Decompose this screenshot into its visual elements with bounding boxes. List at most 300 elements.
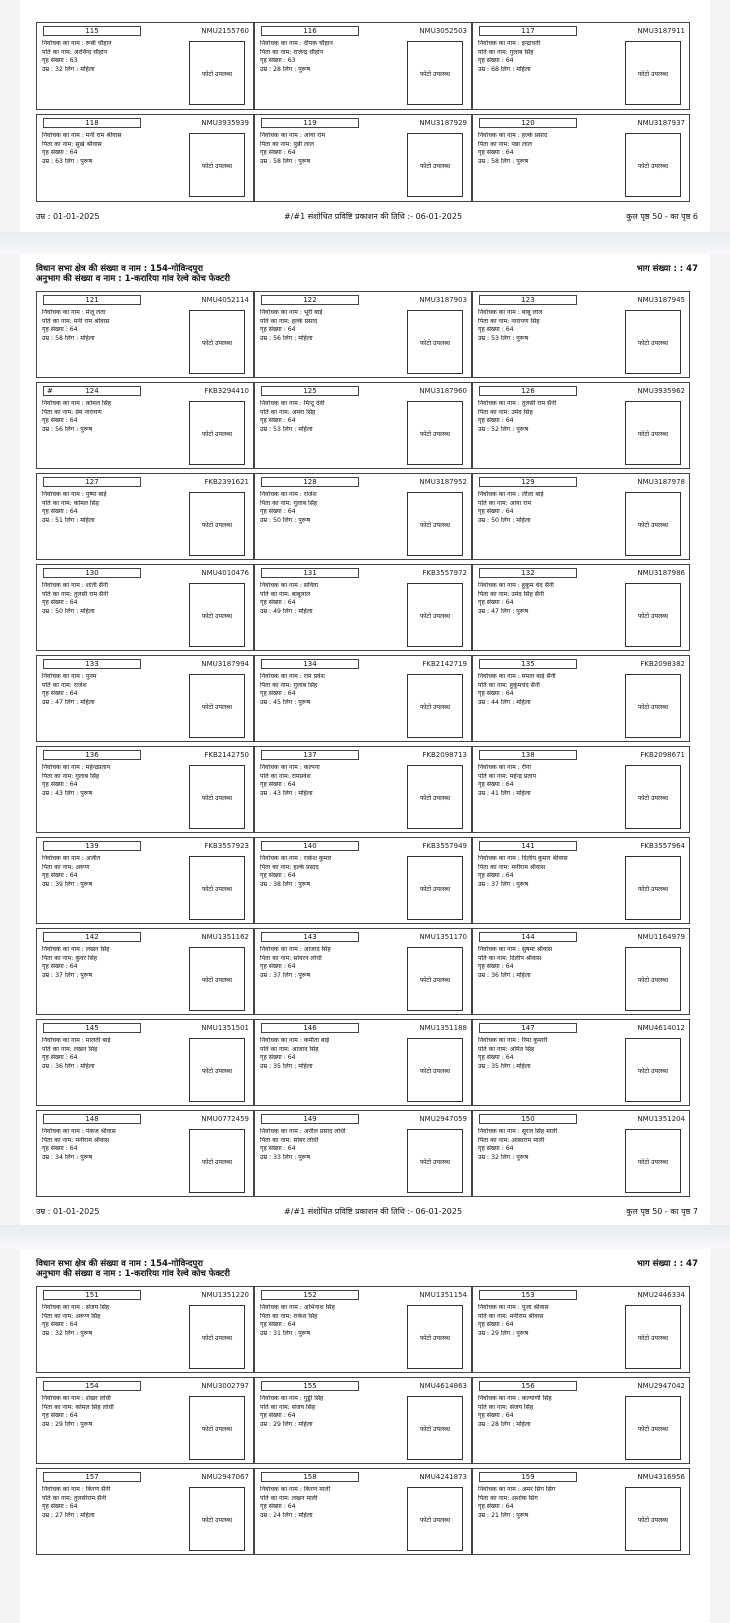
photo-placeholder: फोटो उपलब्ध [407,856,463,920]
voter-details [478,1304,618,1338]
footer-page-number: कुल पृष्ठ 50 - का पृष्ठ 7 [626,1207,698,1216]
age-gender: उम्र : 27 लिंग : महिला [42,1511,95,1519]
age-gender: उम्र : 21 लिंग : पुरूष [478,1511,529,1519]
house-number: गृह संख्या : 64 [42,508,78,516]
age-gender: उम्र : 33 लिंग : पुरूष [260,1153,311,1161]
age-gender: उम्र : 24 लिंग : महिला [260,1511,313,1519]
age-gender: उम्र : 50 लिंग : पुरूष [260,516,311,524]
serial-number-box [261,1023,359,1033]
photo-placeholder: फोटो उपलब्ध [189,1396,245,1460]
voter-details [478,1037,618,1071]
house-number: गृह संख्या : 64 [260,1412,296,1420]
house-number: गृह संख्या : 64 [42,326,78,334]
house-number: गृह संख्या : 64 [260,149,296,157]
epic-number: NMU4614863 [419,1382,467,1390]
photo-placeholder: फोटो उपलब्ध [189,1487,245,1551]
serial-number-box [479,477,577,487]
serial-number: 128 [303,478,317,486]
photo-placeholder: फोटो उपलब्ध [407,401,463,465]
relative-name: पिता का नाम: अरूण [42,863,90,871]
house-number: गृह संख्या : 64 [478,1054,514,1062]
serial-number: 146 [303,1024,317,1032]
epic-number: NMU3187978 [637,478,685,486]
serial-number-box [261,841,359,851]
voter-card [472,564,690,651]
epic-number: NMU3187952 [419,478,467,486]
photo-placeholder: फोटो उपलब्ध [407,133,463,197]
epic-number: FKB2098671 [640,751,685,759]
voter-name: निर्वाचक का नाम : किरण सैनी [42,1486,111,1493]
voter-name: निर्वाचक का नाम : मिन्टू देवी [260,400,325,407]
house-number: गृह संख्या : 64 [260,1145,296,1153]
age-gender: उम्र : 50 लिंग : महिला [42,607,95,615]
epic-number: NMU3187960 [419,387,467,395]
voter-name: निर्वाचक का नाम : लखन सिंह [42,946,110,953]
serial-number: 137 [303,751,317,759]
serial-number-box [479,932,577,942]
voter-details [42,1395,182,1429]
voter-card [472,473,690,560]
epic-number: NMU3187986 [637,569,685,577]
house-number: गृह संख्या : 64 [478,690,514,698]
epic-number: FKB3294410 [204,387,249,395]
epic-number: FKB2142719 [422,660,467,668]
epic-number: NMU1351170 [419,933,467,941]
relative-name: पिता का नाम: आसाराम माली [478,1136,545,1144]
voter-card [254,473,472,560]
voter-name: निर्वाचक का नाम : अजीत [42,855,101,862]
relative-name: पति का नाम: तुलसी राम सैनी [42,590,109,598]
house-number: गृह संख्या : 64 [42,963,78,971]
epic-number: FKB2098382 [640,660,685,668]
voter-card [36,473,254,560]
voter-details [42,1486,182,1520]
epic-number: FKB2098713 [422,751,467,759]
house-number: गृह संख्या : 64 [260,508,296,516]
voter-name: निर्वाचक का नाम : सुषमा श्रीवास [478,946,553,953]
page-gap [0,232,730,254]
serial-number: 127 [85,478,99,486]
age-gender: उम्र : 32 लिंग : महिला [42,65,95,73]
epic-number: FKB3557949 [422,842,467,850]
house-number: गृह संख्या : 64 [478,417,514,425]
house-number: गृह संख्या : 64 [478,1503,514,1511]
serial-number: 148 [85,1115,99,1123]
voter-name: निर्वाचक का नाम : अमर सिंग सिंग [478,1486,556,1493]
house-number: गृह संख्या : 64 [42,1054,78,1062]
voter-card [472,655,690,742]
revision-mark: # [47,387,53,395]
serial-number-box [261,477,359,487]
serial-number-box [43,1381,141,1391]
voter-details [260,582,400,616]
voter-details [478,946,618,980]
photo-placeholder: फोटो उपलब्ध [189,1129,245,1193]
serial-number: 157 [85,1473,99,1481]
voter-card [472,1019,690,1106]
epic-number: NMU1351162 [201,933,249,941]
voter-details [478,491,618,525]
relative-name: पति का नाम: दिलीप श्रीवास [478,954,542,962]
photo-placeholder: फोटो उपलब्ध [625,1038,681,1102]
house-number: गृह संख्या : 64 [478,1412,514,1420]
relative-name: पति का नाम: आया राम [478,499,532,507]
serial-number-box [261,386,359,396]
serial-number-box [43,386,141,396]
voter-details [478,855,618,889]
serial-number: 153 [521,1291,535,1299]
voter-details [42,673,182,707]
house-number: गृह संख्या : 64 [478,599,514,607]
age-gender: उम्र : 47 लिंग : पुरूष [478,607,529,615]
house-number: गृह संख्या : 64 [260,1321,296,1329]
serial-number-box [43,26,141,36]
serial-number: 119 [303,119,317,127]
serial-number: 130 [85,569,99,577]
photo-placeholder: फोटो उपलब्ध [407,765,463,829]
voter-details [478,673,618,707]
serial-number: 120 [521,119,535,127]
serial-number-box [479,841,577,851]
serial-number: 147 [521,1024,535,1032]
photo-placeholder: फोटो उपलब्ध [407,1396,463,1460]
epic-number: NMU1351188 [419,1024,467,1032]
photo-placeholder: फोटो उपलब्ध [625,1487,681,1551]
voter-details [260,1486,400,1520]
serial-number: 134 [303,660,317,668]
voter-name: निर्वाचक का नाम : दिलीप कुमार श्रीवास [478,855,568,862]
age-gender: उम्र : 28 लिंग : पुरूष [260,65,311,73]
epic-number: NMU2947067 [201,1473,249,1481]
age-gender: उम्र : 47 लिंग : महिला [42,698,95,706]
voter-name: निर्वाचक का नाम : राम प्रवेश [260,673,325,680]
relative-name: पति का नाम: लखन माली [260,1494,318,1502]
serial-number-box [43,750,141,760]
serial-number-box [261,1472,359,1482]
voter-details [260,673,400,707]
relative-name: पिता का नाम: उमेद सिंह [478,408,533,416]
voter-card [254,655,472,742]
epic-number: NMU3935962 [637,387,685,395]
photo-placeholder: फोटो उपलब्ध [189,401,245,465]
voter-details [478,132,618,166]
voter-name: निर्वाचक का नाम : बाबू लाल [478,309,543,316]
voter-card [254,1110,472,1197]
relative-name: पिता का नाम: राकेश सिंह [260,1312,318,1320]
photo-placeholder: फोटो उपलब्ध [407,1305,463,1369]
relative-name: पिता का नाम: मनीराम श्रीवास [42,1136,110,1144]
serial-number: 115 [85,27,99,35]
voter-name: निर्वाचक का नाम : राकेश कुमार [260,855,332,862]
serial-number: 121 [85,296,99,304]
relative-name: पति का नाम: संजय सिंह [478,1403,534,1411]
serial-number-box [479,750,577,760]
epic-number: NMU0772459 [201,1115,249,1123]
voter-name: निर्वाचक का नाम : पूजा श्रीवास [478,1304,549,1311]
footer-publication: #/#1 संशोधित प्रविष्टि प्रकाशन की तिथि :- 06-01-2025 [284,1207,463,1216]
photo-placeholder: फोटो उपलब्ध [625,401,681,465]
relative-name: पति का नाम: रामप्रवेश [260,772,311,780]
voter-name: निर्वाचक का नाम : सूरज सिंह माली [478,1128,558,1135]
epic-number: NMU1351220 [201,1291,249,1299]
house-number: गृह संख्या : 64 [478,149,514,157]
serial-number-box [261,659,359,669]
serial-number-box [261,118,359,128]
relative-name: पति का नाम: हल्के प्रसाद [260,317,318,325]
voter-details [478,1395,618,1429]
age-gender: उम्र : 41 लिंग : महिला [478,789,531,797]
relative-name: पिता का नाम: पुन्नी लाल [260,140,314,148]
serial-number-box [43,1023,141,1033]
house-number: गृह संख्या : 64 [260,690,296,698]
epic-number: NMU4614012 [637,1024,685,1032]
relative-name: पिता का नाम: सोबर लोधी [260,1136,319,1144]
photo-placeholder: फोटो उपलब्ध [189,1038,245,1102]
photo-placeholder: फोटो उपलब्ध [407,41,463,105]
voter-details [260,491,400,525]
house-number: गृह संख्या : 64 [478,508,514,516]
epic-number: NMU3187937 [637,119,685,127]
epic-number: NMU4010476 [201,569,249,577]
serial-number: 142 [85,933,99,941]
voter-card [36,837,254,924]
relative-name: पिता का नाम: सुखे श्रीवास [42,140,102,148]
voter-details [260,946,400,980]
age-gender: उम्र : 28 लिंग : महिला [478,1420,531,1428]
section-label: अनुभाग की संख्या व नाम : 1-करारिया गांव रेल्वे कोच फेक्टरी [36,274,230,284]
voter-details [478,582,618,616]
serial-number-box [261,568,359,578]
serial-number: 159 [521,1473,535,1481]
age-gender: उम्र : 58 लिंग : पुरूष [260,157,311,165]
voter-details [478,764,618,798]
age-gender: उम्र : 45 लिंग : पुरूष [260,698,311,706]
serial-number: 149 [303,1115,317,1123]
serial-number-box [479,295,577,305]
serial-number-box [479,1472,577,1482]
age-gender: उम्र : 31 लिंग : पुरूष [260,1329,311,1337]
serial-number: 143 [303,933,317,941]
voter-name: निर्वाचक का नाम : कमीता बाई [260,1037,330,1044]
age-gender: उम्र : 56 लिंग : महिला [260,334,313,342]
photo-placeholder: फोटो उपलब्ध [625,310,681,374]
voter-name: निर्वाचक का नाम : आजाद सिंह [260,946,331,953]
part-number: भाग संख्या : : 47 [636,264,698,274]
relative-name: पति का नाम: अरविन्द चौहान [42,48,108,56]
photo-placeholder: फोटो उपलब्ध [625,674,681,738]
serial-number-box [479,26,577,36]
voter-card [472,382,690,469]
relative-name: पति का नाम: अमित सिंह [478,1045,535,1053]
voter-name: निर्वाचक का नाम : ममता बाई सैनी [478,673,556,680]
house-number: गृह संख्या : 64 [478,1321,514,1329]
photo-placeholder: फोटो उपलब्ध [189,133,245,197]
serial-number-box [43,118,141,128]
age-gender: उम्र : 53 लिंग : पुरूष [478,334,529,342]
relative-name: पिता का नाम: राजेन्द्र चौहान [260,48,324,56]
serial-number-box [479,1023,577,1033]
relative-name: पिता का नाम: गुलाब सिंह [42,772,100,780]
age-gender: उम्र : 36 लिंग : महिला [42,1062,95,1070]
serial-number: 131 [303,569,317,577]
serial-number: 124 [85,387,99,395]
voter-card [36,928,254,1015]
serial-number: 138 [521,751,535,759]
serial-number-box [261,750,359,760]
voter-name: निर्वाचक का नाम : पुनम [42,673,97,680]
voter-card [472,114,690,202]
serial-number-box [43,477,141,487]
voter-name: निर्वाचक का नाम : हुकुम चंद सैनी [478,582,554,589]
photo-placeholder: फोटो उपलब्ध [407,492,463,556]
house-number: गृह संख्या : 64 [478,963,514,971]
voter-name: निर्वाचक का नाम : तुलसी राम सैनी [478,400,557,407]
assembly-label: विधान सभा क्षेत्र की संख्या व नाम : 154-गोविन्दपुरा [36,1259,203,1269]
photo-placeholder: फोटो उपलब्ध [189,947,245,1011]
age-gender: उम्र : 39 लिंग : पुरूष [42,880,93,888]
photo-placeholder: फोटो उपलब्ध [625,856,681,920]
section-label: अनुभाग की संख्या व नाम : 1-करारिया गांव रेल्वे कोच फेक्टरी [36,1269,230,1279]
relative-name: पति का नाम: लखन सिंह [42,1045,98,1053]
photo-placeholder: फोटो उपलब्ध [407,1129,463,1193]
voter-details [42,400,182,434]
age-gender: उम्र : 51 लिंग : महिला [42,516,95,524]
voter-card [254,746,472,833]
house-number: गृह संख्या : 64 [260,326,296,334]
house-number: गृह संख्या : 64 [42,1412,78,1420]
voter-card [254,837,472,924]
serial-number: 139 [85,842,99,850]
serial-number-box [261,1381,359,1391]
serial-number: 141 [521,842,535,850]
epic-number: FKB3557964 [640,842,685,850]
serial-number-box [479,1290,577,1300]
voter-name: निर्वाचक का नाम : अभिनाश सिंह [260,1304,335,1311]
age-gender: उम्र : 32 लिंग : पुरूष [42,1329,93,1337]
house-number: गृह संख्या : 64 [42,417,78,425]
relative-name: पिता का नाम: प्रेम नारायण [42,408,102,416]
voter-name: निर्वाचक का नाम : रिमा कुमारी [478,1037,548,1044]
photo-placeholder: फोटो उपलब्ध [625,1129,681,1193]
house-number: गृह संख्या : 64 [478,781,514,789]
relative-name: पति का नाम: कोमल सिंह [42,499,100,507]
age-gender: उम्र : 38 लिंग : पुरूष [260,880,311,888]
epic-number: NMU4316956 [637,1473,685,1481]
house-number: गृह संख्या : 64 [42,781,78,789]
serial-number-box [261,1290,359,1300]
serial-number: 154 [85,1382,99,1390]
voter-name: निर्वाचक का नाम : शांती सैनी [42,582,108,589]
relative-name: पिता का नाम: अशोक सिंग [478,1494,538,1502]
voter-name: निर्वाचक का नाम : पंकज श्रीवास [42,1128,116,1135]
voter-card [472,1468,690,1555]
serial-number: 150 [521,1115,535,1123]
relative-name: पिता का नाम: कुंवर सिंह [42,954,98,962]
voter-card [36,1019,254,1106]
voter-details [42,132,182,166]
serial-number: 132 [521,569,535,577]
voter-card [254,382,472,469]
relative-name: पति का नाम: मनी राम श्रीवास [42,317,110,325]
voter-card [36,114,254,202]
house-number: गृह संख्या : 64 [260,872,296,880]
serial-number: 116 [303,27,317,35]
relative-name: पिता का नाम: अरूण सिंह [42,1312,101,1320]
serial-number: 135 [521,660,535,668]
relative-name: पिता का नाम: सोवरन लोधी [260,954,322,962]
epic-number: NMU3187994 [201,660,249,668]
voter-details [260,1395,400,1429]
footer-publication: #/#1 संशोधित प्रविष्टि प्रकाशन की तिथि :- 06-01-2025 [284,212,463,221]
epic-number: NMU3187911 [637,27,685,35]
house-number: गृह संख्या : 63 [260,57,296,65]
voter-card [472,291,690,378]
serial-number-box [43,841,141,851]
house-number: गृह संख्या : 64 [260,599,296,607]
voter-details [42,491,182,525]
serial-number-box [43,932,141,942]
serial-number: 155 [303,1382,317,1390]
page-sheet-6 [20,0,710,232]
serial-number-box [479,568,577,578]
voter-card [472,746,690,833]
relative-name: पति का नाम: तुलसीराम सैनी [42,1494,107,1502]
photo-placeholder: फोटो उपलब्ध [189,1305,245,1369]
age-gender: उम्र : 29 लिंग : महिला [260,1420,313,1428]
voter-name: निर्वाचक का नाम : रीना [478,764,531,771]
serial-number: 129 [521,478,535,486]
voter-details [260,132,400,166]
voter-details [42,1128,182,1162]
assembly-label: विधान सभा क्षेत्र की संख्या व नाम : 154-गोविन्दपुरा [36,264,203,274]
voter-details [478,1486,618,1520]
voter-details [260,1037,400,1071]
house-number: गृह संख्या : 64 [42,149,78,157]
epic-number: NMU4241873 [419,1473,467,1481]
age-gender: उम्र : 53 लिंग : महिला [260,425,313,433]
epic-number: FKB2142750 [204,751,249,759]
footer-date: उम्र : 01-01-2025 [36,1207,100,1216]
photo-placeholder: फोटो उपलब्ध [189,674,245,738]
serial-number-box [479,659,577,669]
part-number: भाग संख्या : : 47 [636,1259,698,1269]
voter-details [42,1037,182,1071]
house-number: गृह संख्या : 64 [478,326,514,334]
voter-name: निर्वाचक का नाम : गुड्डी सिंह [260,1395,324,1402]
voter-name: निर्वाचक का नाम : अनील प्रसाद लोधी [260,1128,346,1135]
photo-placeholder: फोटो उपलब्ध [407,947,463,1011]
age-gender: उम्र : 58 लिंग : महिला [42,334,95,342]
voter-name: निर्वाचक का नाम : लीला बाई [478,491,544,498]
relative-name: पिता का नाम: मनीराम श्रीवास [478,863,546,871]
voter-details [260,1304,400,1338]
serial-number-box [479,1381,577,1391]
age-gender: उम्र : 44 लिंग : महिला [478,698,531,706]
serial-number: 126 [521,387,535,395]
age-gender: उम्र : 56 लिंग : पुरूष [42,425,93,433]
voter-name: निर्वाचक का नाम : मालती बाई [42,1037,111,1044]
voter-card [36,22,254,110]
epic-number: NMU4052114 [201,296,249,304]
voter-name: निर्वाचक का नाम : राजेश [260,491,317,498]
serial-number: 144 [521,933,535,941]
voter-card [36,1468,254,1555]
photo-placeholder: फोटो उपलब्ध [407,1038,463,1102]
photo-placeholder: फोटो उपलब्ध [625,41,681,105]
epic-number: NMU1164979 [637,933,685,941]
house-number: गृह संख्या : 64 [260,781,296,789]
voter-card [254,564,472,651]
